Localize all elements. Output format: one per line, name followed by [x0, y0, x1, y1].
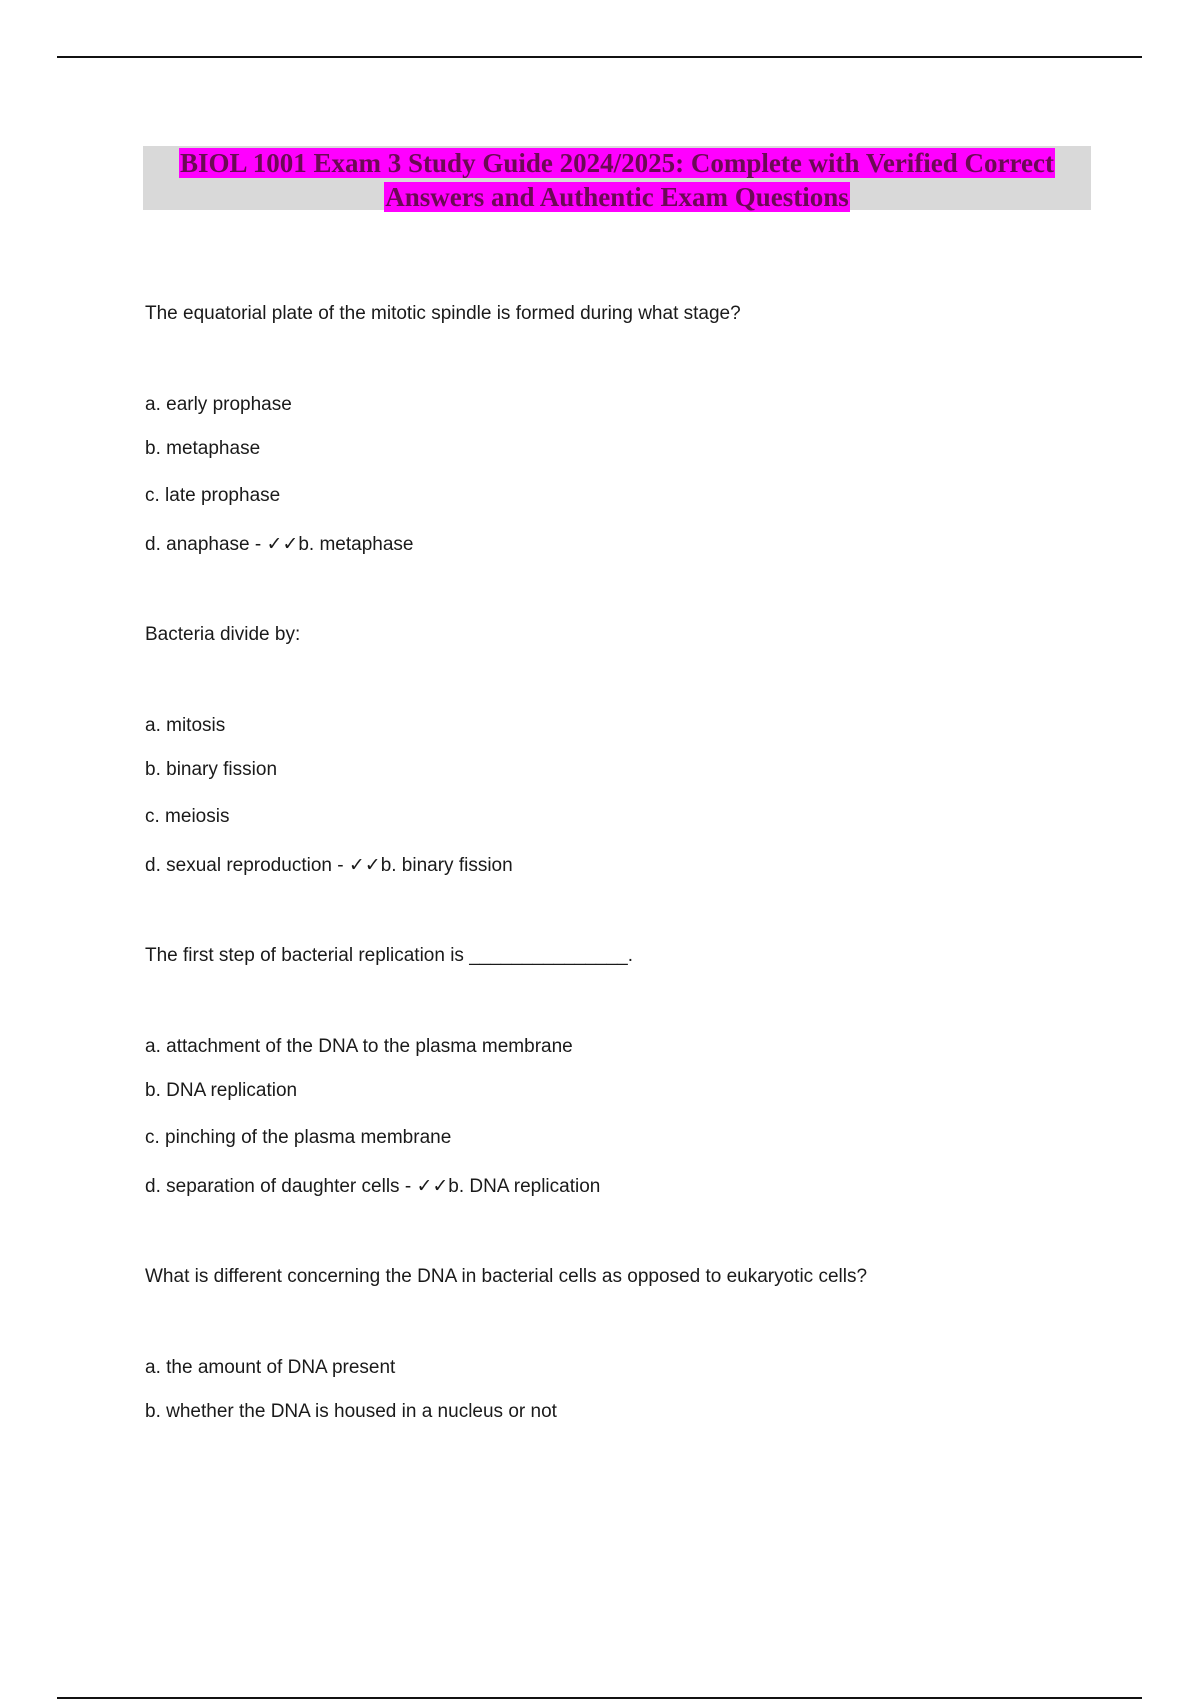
question-2-prompt: Bacteria divide by:: [145, 624, 301, 645]
check-mark-icon: ✓✓: [348, 854, 381, 876]
top-rule: [57, 56, 1142, 58]
question-2-option-d: [145, 853, 513, 878]
document-title: [143, 146, 1091, 210]
question-1-answer: b. metaphase: [298, 534, 414, 555]
question-3-option-a: a. attachment of the DNA to the plasma membrane: [145, 1036, 573, 1057]
question-1-option-a: a. early prophase: [145, 394, 292, 415]
question-4-option-a: a. the amount of DNA present: [145, 1357, 396, 1378]
title-line-1: BIOL 1001 Exam 3 Study Guide 2024/2025: Complete with Verified Correct: [180, 148, 1054, 178]
question-2-option-d-text: d. sexual reproduction -: [145, 855, 349, 876]
title-line-2: Answers and Authentic Exam Questions: [385, 182, 849, 212]
question-2-option-a: a. mitosis: [145, 715, 226, 736]
question-3-option-d-text: d. separation of daughter cells -: [145, 1176, 417, 1197]
bottom-rule: [57, 1697, 1142, 1699]
question-2-answer: b. binary fission: [380, 855, 513, 876]
question-1-option-c: c. late prophase: [145, 485, 281, 506]
question-1-option-b: b. metaphase: [145, 438, 261, 459]
question-3-prompt: The first step of bacterial replication is _______________.: [145, 945, 633, 966]
question-3-option-b: b. DNA replication: [145, 1080, 298, 1101]
question-4-option-b: b. whether the DNA is housed in a nucleus or not: [145, 1401, 557, 1422]
question-2-option-c: c. meiosis: [145, 806, 230, 827]
question-1-option-d: [145, 532, 413, 557]
check-mark-icon: ✓✓: [266, 533, 299, 555]
check-mark-icon: ✓✓: [416, 1175, 449, 1197]
question-1-option-d-text: d. anaphase -: [145, 534, 267, 555]
question-3-option-d: [145, 1174, 600, 1199]
question-1-prompt: The equatorial plate of the mitotic spindle is formed during what stage?: [145, 303, 741, 324]
question-2-option-b: b. binary fission: [145, 759, 278, 780]
question-3-option-c: c. pinching of the plasma membrane: [145, 1127, 452, 1148]
question-4-prompt: What is different concerning the DNA in bacterial cells as opposed to eukaryotic cells?: [145, 1266, 868, 1287]
question-3-answer: b. DNA replication: [448, 1176, 601, 1197]
